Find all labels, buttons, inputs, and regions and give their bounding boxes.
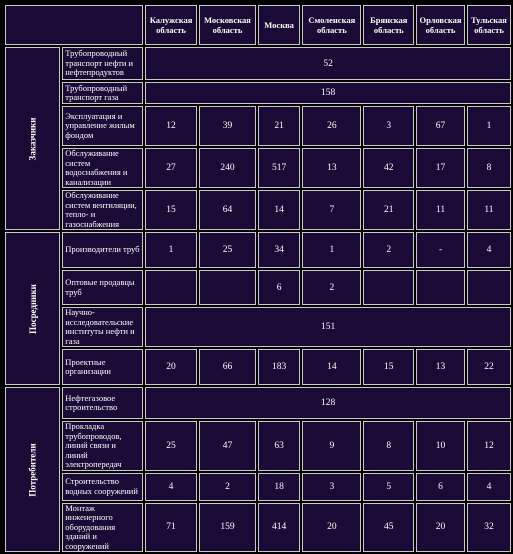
value-cell: 159: [199, 503, 256, 553]
group-label: Посредники: [27, 283, 38, 334]
value-cell: 240: [199, 148, 256, 188]
activity-label: Проектные организации: [62, 349, 143, 385]
corner-cell: [5, 5, 143, 45]
value-cell: 4: [145, 473, 197, 501]
group-label: Потребители: [27, 442, 38, 497]
value-cell: 1: [302, 232, 361, 268]
value-cell: 64: [199, 190, 256, 230]
table-row: [5, 503, 511, 553]
value-cell: 34: [258, 232, 300, 268]
column-header: Калужская область: [145, 5, 197, 45]
activity-label: Нефтегазовое строительство: [62, 387, 143, 419]
value-cell: 21: [258, 106, 300, 146]
value-cell: 3: [363, 106, 414, 146]
value-cell: 26: [302, 106, 361, 146]
column-header: Тульская область: [467, 5, 511, 45]
value-cell: 15: [145, 190, 197, 230]
value-cell: 63: [258, 421, 300, 471]
activity-label: Научно-исследовательские институты нефти и газа: [62, 307, 143, 347]
group-label-cell: [5, 47, 60, 230]
value-cell: 4: [467, 473, 511, 501]
merged-value-cell: 128: [145, 387, 511, 419]
merged-value-cell: 151: [145, 307, 511, 347]
value-cell: 12: [467, 421, 511, 471]
value-cell: 1: [145, 232, 197, 268]
value-cell: 17: [416, 148, 465, 188]
value-cell: 25: [199, 232, 256, 268]
value-cell: 47: [199, 421, 256, 471]
value-cell: 2: [363, 232, 414, 268]
value-cell: 71: [145, 503, 197, 553]
value-cell: 22: [467, 349, 511, 385]
column-header: Орловская область: [416, 5, 465, 45]
activity-label: Оптовые продавцы труб: [62, 270, 143, 305]
value-cell: 8: [363, 421, 414, 471]
value-cell: 10: [416, 421, 465, 471]
value-cell: [467, 270, 511, 305]
value-cell: 42: [363, 148, 414, 188]
value-cell: [363, 270, 414, 305]
merged-value-cell: 158: [145, 82, 511, 104]
value-cell: [199, 270, 256, 305]
table-row: [5, 190, 511, 230]
value-cell: 21: [363, 190, 414, 230]
value-cell: 1: [467, 106, 511, 146]
value-cell: 6: [416, 473, 465, 501]
value-cell: 9: [302, 421, 361, 471]
value-cell: 66: [199, 349, 256, 385]
group-label-cell: [5, 232, 60, 385]
activity-label: Монтаж инженерного оборудования зданий и сооружений: [62, 503, 143, 553]
value-cell: [416, 270, 465, 305]
table-row: [5, 473, 511, 501]
value-cell: 8: [467, 148, 511, 188]
value-cell: [145, 270, 197, 305]
value-cell: 20: [302, 503, 361, 553]
activity-label: Трубопроводный транспорт нефти и нефтепродуктов: [62, 47, 143, 80]
group-label-cell: [5, 387, 60, 552]
value-cell: 14: [302, 349, 361, 385]
value-cell: 7: [302, 190, 361, 230]
value-cell: 12: [145, 106, 197, 146]
value-cell: 13: [302, 148, 361, 188]
table-row: [5, 148, 511, 188]
activity-label: Обслуживание систем водоснабжения и канализации: [62, 148, 143, 188]
value-cell: 15: [363, 349, 414, 385]
value-cell: 25: [145, 421, 197, 471]
table-row: [5, 232, 511, 268]
data-table: [3, 3, 513, 554]
value-cell: 27: [145, 148, 197, 188]
value-cell: 5: [363, 473, 414, 501]
value-cell: 18: [258, 473, 300, 501]
value-cell: -: [416, 232, 465, 268]
merged-value-cell: 52: [145, 47, 511, 80]
value-cell: 183: [258, 349, 300, 385]
value-cell: 67: [416, 106, 465, 146]
value-cell: 14: [258, 190, 300, 230]
activity-label: Эксплуатация и управление жилым фондом: [62, 106, 143, 146]
column-header: Смоленская область: [302, 5, 361, 45]
value-cell: 13: [416, 349, 465, 385]
value-cell: 32: [467, 503, 511, 553]
table-row: [5, 106, 511, 146]
table-row: [5, 421, 511, 471]
table-row: [5, 349, 511, 385]
table-row: [5, 387, 511, 419]
activity-label: Трубопроводный транспорт газа: [62, 82, 143, 104]
table-row: [5, 270, 511, 305]
activity-label: Строительство водных сооружений: [62, 473, 143, 501]
value-cell: 39: [199, 106, 256, 146]
value-cell: 45: [363, 503, 414, 553]
value-cell: 11: [416, 190, 465, 230]
activity-label: Производители труб: [62, 232, 143, 268]
activity-label: Обслуживание систем вентиляции, тепло- и газоснабжения: [62, 190, 143, 230]
value-cell: 414: [258, 503, 300, 553]
value-cell: 20: [416, 503, 465, 553]
table-row: [5, 307, 511, 347]
table-row: [5, 47, 511, 80]
activity-label: Прокладка трубопроводов, линий связи и линий электропередач: [62, 421, 143, 471]
column-header: Брянская область: [363, 5, 414, 45]
header-row: [5, 5, 511, 45]
value-cell: 2: [199, 473, 256, 501]
table-row: [5, 82, 511, 104]
value-cell: 20: [145, 349, 197, 385]
value-cell: 4: [467, 232, 511, 268]
value-cell: 3: [302, 473, 361, 501]
column-header: Московская область: [199, 5, 256, 45]
value-cell: 6: [258, 270, 300, 305]
group-label: Заказчики: [27, 117, 38, 160]
value-cell: 11: [467, 190, 511, 230]
value-cell: 517: [258, 148, 300, 188]
value-cell: 2: [302, 270, 361, 305]
column-header: Москва: [258, 5, 300, 45]
